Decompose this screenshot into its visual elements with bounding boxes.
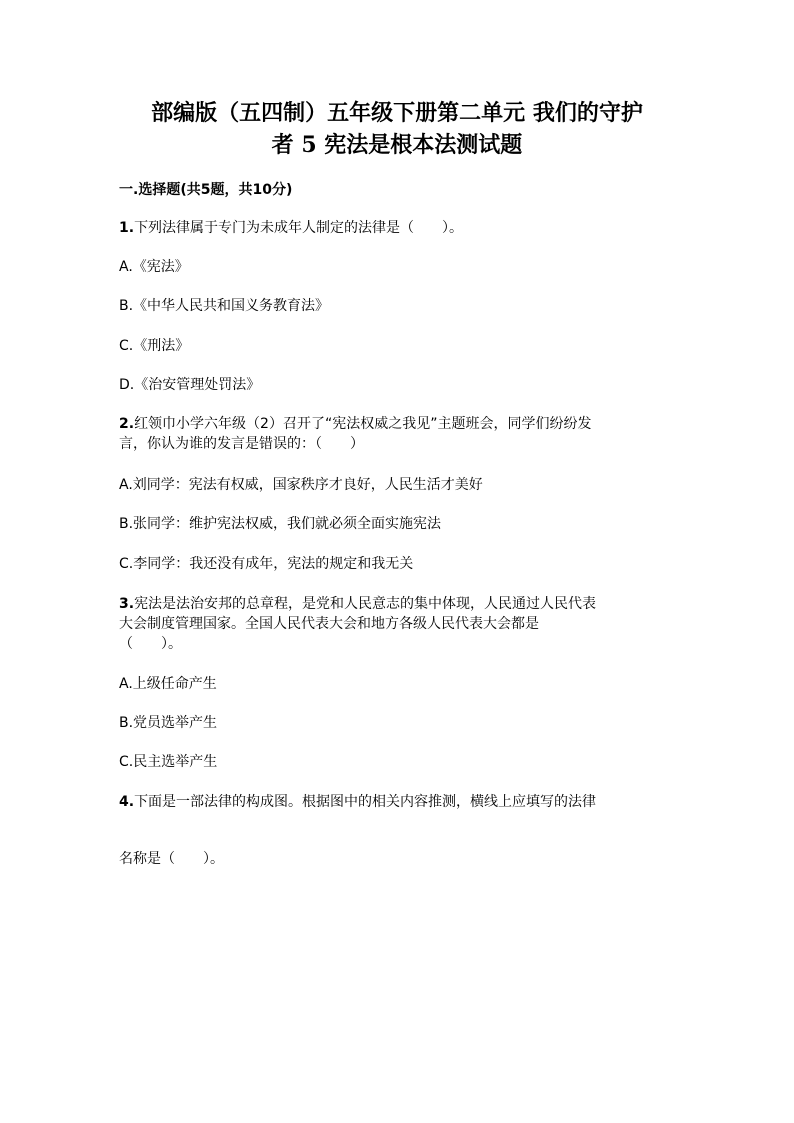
- question-1-option-b: B.《中华人民共和国义务教育法》: [119, 298, 330, 314]
- question-1-option-c: C.《刑法》: [119, 338, 190, 354]
- question-3-stem-line-3: （ ）。: [119, 636, 182, 652]
- question-number: 3.: [119, 596, 135, 612]
- question-text: 宪法是法治安邦的总章程，是党和人民意志的集中体现，人民通过人民代表: [134, 596, 597, 612]
- question-4-stem: [119, 792, 596, 812]
- question-text: 红领巾小学六年级（2）召开了“宪法权威之我见”主题班会，同学们纷纷发: [134, 416, 592, 432]
- question-3-option-c: C.民主选举产生: [119, 754, 218, 770]
- question-number: 4.: [119, 794, 135, 810]
- question-2-stem: [119, 414, 591, 434]
- question-1-stem: [119, 218, 463, 238]
- section-heading: 一.选择题(共5题，共10分): [119, 182, 293, 198]
- question-text: 下列法律属于专门为未成年人制定的法律是（ ）。: [134, 220, 464, 236]
- question-4-stem-line-2: 名称是（ ）。: [119, 851, 224, 867]
- question-3-option-b: B.党员选举产生: [119, 715, 218, 731]
- question-3-stem-line-2: 大会制度管理国家。全国人民代表大会和地方各级人民代表大会都是: [119, 616, 539, 632]
- question-2-stem-line-2: 言，你认为谁的发言是错误的：（ ）: [119, 436, 364, 452]
- question-2-option-b: B.张同学：维护宪法权威，我们就必须全面实施宪法: [119, 516, 442, 532]
- question-1-option-d: D.《治安管理处罚法》: [119, 377, 261, 393]
- question-number: 1.: [119, 220, 135, 236]
- question-3-stem: [119, 594, 596, 614]
- document-title-line-2: 者 5 宪法是根本法测试题: [271, 132, 523, 158]
- question-text: 下面是一部法律的构成图。根据图中的相关内容推测，横线上应填写的法律: [134, 794, 597, 810]
- question-2-option-a: A.刘同学：宪法有权威，国家秩序才良好，人民生活才美好: [119, 477, 483, 493]
- question-1-option-a: A.《宪法》: [119, 259, 189, 275]
- question-number: 2.: [119, 416, 135, 432]
- question-2-option-c: C.李同学：我还没有成年，宪法的规定和我无关: [119, 556, 414, 572]
- document-title-line-1: 部编版（五四制）五年级下册第二单元 我们的守护: [151, 100, 643, 126]
- question-3-option-a: A.上级任命产生: [119, 676, 217, 692]
